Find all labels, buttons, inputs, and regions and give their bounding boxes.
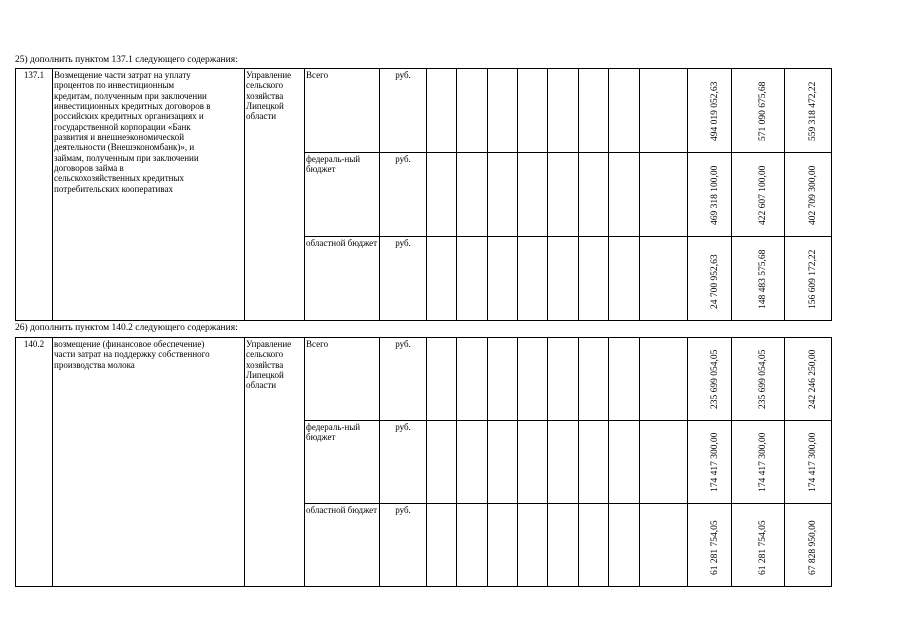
empty-cell <box>488 338 518 421</box>
text-line: 559 318 472,22 <box>808 81 818 142</box>
empty-cell <box>457 504 488 587</box>
text-line: 61 281 754,05 <box>709 520 720 576</box>
text-line: хозяйства <box>246 90 284 101</box>
value-cell <box>688 69 732 153</box>
section-heading: 26) дополнить пунктом 140.2 следующего содержания: <box>15 323 238 333</box>
text-line: производства молока <box>54 359 135 370</box>
value-cell <box>785 504 832 587</box>
text-line: хозяйства <box>246 359 284 370</box>
text-line: Управление <box>246 70 292 80</box>
text-line: процентов по инвестиционным <box>54 80 175 91</box>
empty-cell <box>640 69 688 153</box>
empty-cell <box>579 237 609 321</box>
text-line: 174 417 300,00 <box>709 432 720 493</box>
empty-cell <box>609 69 640 153</box>
text-line: потребительских кооперативах <box>54 183 173 194</box>
empty-cell <box>427 237 457 321</box>
value-cell <box>785 153 832 237</box>
value-cell <box>688 153 732 237</box>
empty-cell <box>640 504 688 587</box>
value-cell <box>688 421 732 504</box>
empty-cell <box>457 421 488 504</box>
funding-source: Всего <box>305 69 380 153</box>
text-line: Липецкой <box>246 370 284 381</box>
item-description <box>53 338 245 587</box>
text-line: государственной корпорации «Банк <box>54 121 191 132</box>
text-line: 242 246 250,00 <box>808 349 818 410</box>
empty-cell <box>640 338 688 421</box>
text-line: 67 828 950,00 <box>808 520 818 576</box>
unit-cell: руб. <box>380 504 427 587</box>
measure-table <box>15 337 832 587</box>
text-line: 156 609 172,22 <box>808 249 818 310</box>
table-row <box>16 338 832 421</box>
text-line: сельского <box>246 80 284 91</box>
empty-cell <box>579 421 609 504</box>
value-cell <box>785 237 832 321</box>
text-line: 494 019 052,63 <box>709 81 720 142</box>
text-line: деятельности (Внешэкономбанк)», и <box>54 142 195 153</box>
funding-source: федераль-ный бюджет <box>305 421 380 504</box>
text-line: 24 700 952,63 <box>709 254 720 310</box>
value-cell <box>785 421 832 504</box>
value-cell <box>688 504 732 587</box>
text-line: займам, полученным при заключении <box>54 152 199 163</box>
value-cell <box>785 338 832 421</box>
text-line: Липецкой <box>246 101 284 112</box>
empty-cell <box>457 69 488 153</box>
text-line: договоров займа в <box>54 163 124 174</box>
empty-cell <box>518 153 548 237</box>
empty-cell <box>548 153 579 237</box>
empty-cell <box>427 421 457 504</box>
empty-cell <box>427 338 457 421</box>
empty-cell <box>457 153 488 237</box>
empty-cell <box>518 69 548 153</box>
value-cell <box>732 504 785 587</box>
empty-cell <box>427 153 457 237</box>
text-line: 469 318 100,00 <box>709 165 720 226</box>
unit-cell: руб. <box>380 69 427 153</box>
item-executor <box>245 69 305 321</box>
empty-cell <box>427 69 457 153</box>
text-line: 174 417 300,00 <box>808 432 818 493</box>
item-description <box>53 69 245 321</box>
empty-cell <box>518 504 548 587</box>
text-line: российских кредитных организациях и <box>54 111 204 122</box>
funding-source: областной бюджет <box>305 504 380 587</box>
unit-cell: руб. <box>380 153 427 237</box>
value-cell <box>732 153 785 237</box>
empty-cell <box>457 237 488 321</box>
empty-cell <box>609 338 640 421</box>
empty-cell <box>548 421 579 504</box>
empty-cell <box>488 69 518 153</box>
text-line: 61 281 754,05 <box>758 520 768 576</box>
empty-cell <box>488 421 518 504</box>
text-line: 402 709 300,00 <box>808 165 818 226</box>
funding-source: областной бюджет <box>305 237 380 321</box>
item-number: 137.1 <box>16 69 53 321</box>
funding-source: федераль-ный бюджет <box>305 153 380 237</box>
empty-cell <box>609 421 640 504</box>
value-cell <box>688 338 732 421</box>
text-line: части затрат на поддержку собственного <box>54 349 210 360</box>
text-line: 174 417 300,00 <box>758 432 768 493</box>
text-line: Возмещение части затрат на уплату <box>54 70 191 80</box>
text-line: 422 607 100,00 <box>758 165 768 226</box>
text-line: возмещение (финансовое обеспечение) <box>54 339 205 349</box>
text-line: области <box>246 111 277 122</box>
text-line: инвестиционных кредитных договоров в <box>54 101 211 112</box>
empty-cell <box>457 338 488 421</box>
empty-cell <box>488 504 518 587</box>
unit-cell: руб. <box>380 237 427 321</box>
table-row <box>16 69 832 153</box>
empty-cell <box>579 153 609 237</box>
empty-cell <box>518 338 548 421</box>
empty-cell <box>609 237 640 321</box>
empty-cell <box>548 504 579 587</box>
text-line: кредитам, полученным при заключении <box>54 90 207 101</box>
text-line: 235 699 054,05 <box>709 349 720 410</box>
value-cell <box>732 69 785 153</box>
text-line: области <box>246 380 277 391</box>
text-line: 148 483 575,68 <box>758 249 768 310</box>
empty-cell <box>548 237 579 321</box>
value-cell <box>688 237 732 321</box>
measure-table <box>15 68 832 321</box>
empty-cell <box>427 504 457 587</box>
value-cell <box>732 338 785 421</box>
empty-cell <box>518 421 548 504</box>
text-line: сельскохозяйственных кредитных <box>54 173 185 184</box>
text-line: 571 090 675,68 <box>758 81 768 142</box>
text-line: 235 699 054,05 <box>758 349 768 410</box>
section-heading: 25) дополнить пунктом 137.1 следующего содержания: <box>15 55 238 65</box>
value-cell <box>732 421 785 504</box>
item-number: 140.2 <box>16 338 53 587</box>
empty-cell <box>488 237 518 321</box>
empty-cell <box>488 153 518 237</box>
empty-cell <box>548 69 579 153</box>
value-cell <box>785 69 832 153</box>
value-cell <box>732 237 785 321</box>
empty-cell <box>579 338 609 421</box>
empty-cell <box>548 338 579 421</box>
empty-cell <box>609 504 640 587</box>
text-line: Управление <box>246 339 292 349</box>
empty-cell <box>579 69 609 153</box>
unit-cell: руб. <box>380 338 427 421</box>
unit-cell: руб. <box>380 421 427 504</box>
empty-cell <box>640 237 688 321</box>
empty-cell <box>579 504 609 587</box>
empty-cell <box>609 153 640 237</box>
text-line: развития и внешнеэкономической <box>54 132 185 143</box>
empty-cell <box>518 237 548 321</box>
empty-cell <box>640 421 688 504</box>
text-line: сельского <box>246 349 284 360</box>
funding-source: Всего <box>305 338 380 421</box>
empty-cell <box>640 153 688 237</box>
item-executor <box>245 338 305 587</box>
